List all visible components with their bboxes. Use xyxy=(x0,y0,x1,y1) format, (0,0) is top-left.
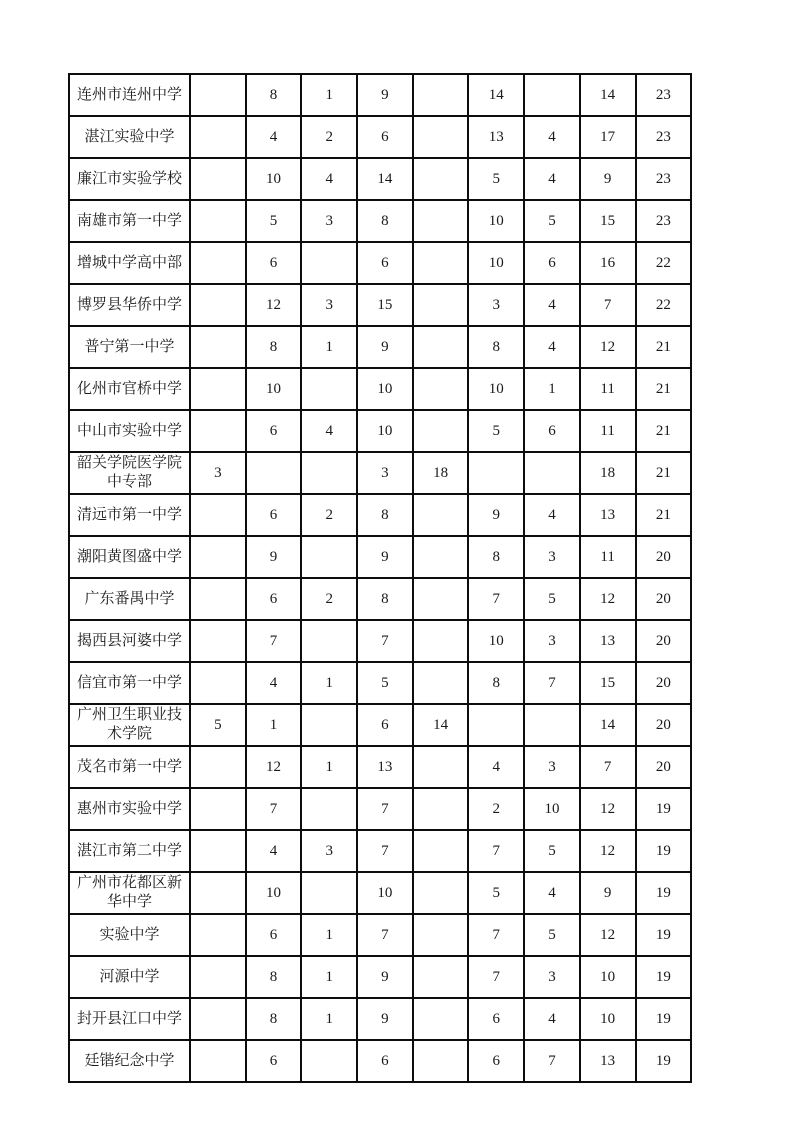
value-cell xyxy=(190,830,246,872)
value-cell: 9 xyxy=(357,74,413,116)
school-name-cell: 广东番禺中学 xyxy=(69,578,190,620)
value-cell: 19 xyxy=(636,788,692,830)
value-cell: 6 xyxy=(468,1040,524,1082)
school-name-cell: 潮阳黄图盛中学 xyxy=(69,536,190,578)
table-row xyxy=(69,956,691,998)
value-cell xyxy=(190,410,246,452)
value-cell: 5 xyxy=(468,158,524,200)
value-cell: 1 xyxy=(301,746,357,788)
value-cell: 9 xyxy=(357,536,413,578)
value-cell: 5 xyxy=(524,200,580,242)
value-cell xyxy=(413,200,469,242)
value-cell: 23 xyxy=(636,74,692,116)
value-cell: 9 xyxy=(580,158,636,200)
value-cell: 14 xyxy=(413,704,469,746)
value-cell: 13 xyxy=(580,1040,636,1082)
value-cell: 13 xyxy=(580,620,636,662)
value-cell: 4 xyxy=(246,116,302,158)
value-cell: 13 xyxy=(357,746,413,788)
value-cell xyxy=(190,620,246,662)
value-cell: 21 xyxy=(636,326,692,368)
value-cell: 15 xyxy=(580,662,636,704)
value-cell xyxy=(190,368,246,410)
value-cell xyxy=(413,578,469,620)
value-cell: 10 xyxy=(246,158,302,200)
value-cell: 8 xyxy=(246,998,302,1040)
value-cell: 12 xyxy=(580,326,636,368)
value-cell: 9 xyxy=(468,494,524,536)
value-cell: 8 xyxy=(357,200,413,242)
school-name-cell: 揭西县河婆中学 xyxy=(69,620,190,662)
value-cell: 7 xyxy=(357,788,413,830)
value-cell: 20 xyxy=(636,578,692,620)
value-cell: 2 xyxy=(301,578,357,620)
value-cell: 10 xyxy=(468,200,524,242)
school-name-cell: 南雄市第一中学 xyxy=(69,200,190,242)
value-cell xyxy=(413,830,469,872)
value-cell: 5 xyxy=(524,578,580,620)
value-cell xyxy=(413,494,469,536)
value-cell: 23 xyxy=(636,158,692,200)
value-cell: 20 xyxy=(636,620,692,662)
value-cell: 19 xyxy=(636,914,692,956)
value-cell: 20 xyxy=(636,536,692,578)
value-cell: 6 xyxy=(246,914,302,956)
value-cell: 3 xyxy=(468,284,524,326)
value-cell: 7 xyxy=(246,620,302,662)
table-row xyxy=(69,116,691,158)
value-cell: 10 xyxy=(580,998,636,1040)
value-cell: 1 xyxy=(301,326,357,368)
value-cell xyxy=(413,998,469,1040)
school-name-cell: 广州市花都区新华中学 xyxy=(69,872,190,914)
value-cell xyxy=(468,704,524,746)
value-cell: 7 xyxy=(468,956,524,998)
value-cell xyxy=(413,872,469,914)
value-cell: 4 xyxy=(524,326,580,368)
value-cell: 7 xyxy=(246,788,302,830)
table-row xyxy=(69,578,691,620)
value-cell: 4 xyxy=(246,662,302,704)
value-cell: 1 xyxy=(246,704,302,746)
value-cell: 4 xyxy=(524,284,580,326)
school-name-cell: 清远市第一中学 xyxy=(69,494,190,536)
value-cell: 6 xyxy=(246,410,302,452)
value-cell: 6 xyxy=(468,998,524,1040)
value-cell xyxy=(190,200,246,242)
value-cell: 21 xyxy=(636,452,692,494)
value-cell: 19 xyxy=(636,956,692,998)
value-cell: 1 xyxy=(301,998,357,1040)
value-cell: 7 xyxy=(468,914,524,956)
value-cell xyxy=(413,956,469,998)
value-cell: 8 xyxy=(246,326,302,368)
value-cell xyxy=(468,452,524,494)
value-cell: 5 xyxy=(524,830,580,872)
table-row xyxy=(69,284,691,326)
table-row xyxy=(69,662,691,704)
school-name-cell: 信宜市第一中学 xyxy=(69,662,190,704)
value-cell: 4 xyxy=(301,158,357,200)
value-cell: 10 xyxy=(246,872,302,914)
value-cell: 16 xyxy=(580,242,636,284)
value-cell: 2 xyxy=(468,788,524,830)
school-name-cell: 茂名市第一中学 xyxy=(69,746,190,788)
value-cell: 9 xyxy=(357,326,413,368)
value-cell: 1 xyxy=(524,368,580,410)
value-cell: 20 xyxy=(636,662,692,704)
value-cell: 13 xyxy=(468,116,524,158)
school-name-cell: 惠州市实验中学 xyxy=(69,788,190,830)
value-cell xyxy=(413,326,469,368)
value-cell: 4 xyxy=(468,746,524,788)
school-name-cell: 封开县江口中学 xyxy=(69,998,190,1040)
value-cell: 3 xyxy=(524,956,580,998)
value-cell xyxy=(190,746,246,788)
table-row xyxy=(69,914,691,956)
value-cell: 21 xyxy=(636,410,692,452)
value-cell: 7 xyxy=(357,830,413,872)
value-cell xyxy=(413,158,469,200)
table-row xyxy=(69,74,691,116)
value-cell: 3 xyxy=(301,830,357,872)
school-name-cell: 韶关学院医学院中专部 xyxy=(69,452,190,494)
value-cell: 7 xyxy=(468,578,524,620)
value-cell: 10 xyxy=(468,368,524,410)
table-row xyxy=(69,620,691,662)
value-cell: 13 xyxy=(580,494,636,536)
value-cell: 7 xyxy=(580,284,636,326)
value-cell xyxy=(190,116,246,158)
value-cell: 19 xyxy=(636,830,692,872)
value-cell xyxy=(413,116,469,158)
value-cell: 11 xyxy=(580,410,636,452)
value-cell: 7 xyxy=(357,914,413,956)
value-cell: 23 xyxy=(636,200,692,242)
value-cell xyxy=(301,368,357,410)
value-cell: 22 xyxy=(636,242,692,284)
value-cell: 10 xyxy=(357,368,413,410)
value-cell: 22 xyxy=(636,284,692,326)
value-cell: 3 xyxy=(301,284,357,326)
value-cell: 12 xyxy=(580,578,636,620)
value-cell xyxy=(524,452,580,494)
value-cell xyxy=(301,452,357,494)
table-row xyxy=(69,872,691,914)
school-name-cell: 河源中学 xyxy=(69,956,190,998)
value-cell: 5 xyxy=(524,914,580,956)
value-cell xyxy=(413,1040,469,1082)
table-row xyxy=(69,158,691,200)
table-row xyxy=(69,830,691,872)
value-cell: 10 xyxy=(246,368,302,410)
value-cell: 20 xyxy=(636,704,692,746)
school-name-cell: 博罗县华侨中学 xyxy=(69,284,190,326)
table-row xyxy=(69,536,691,578)
table-row xyxy=(69,788,691,830)
value-cell: 4 xyxy=(246,830,302,872)
value-cell: 2 xyxy=(301,116,357,158)
school-stats-table xyxy=(68,73,692,1083)
value-cell: 4 xyxy=(524,116,580,158)
value-cell xyxy=(413,74,469,116)
value-cell xyxy=(413,914,469,956)
value-cell: 1 xyxy=(301,956,357,998)
value-cell: 15 xyxy=(357,284,413,326)
school-name-cell: 化州市官桥中学 xyxy=(69,368,190,410)
school-name-cell: 湛江实验中学 xyxy=(69,116,190,158)
value-cell xyxy=(413,788,469,830)
value-cell xyxy=(190,872,246,914)
value-cell: 12 xyxy=(580,914,636,956)
value-cell xyxy=(190,662,246,704)
value-cell: 12 xyxy=(246,284,302,326)
value-cell: 4 xyxy=(524,494,580,536)
value-cell: 21 xyxy=(636,368,692,410)
table-row xyxy=(69,746,691,788)
table-row xyxy=(69,704,691,746)
value-cell: 8 xyxy=(246,956,302,998)
value-cell: 3 xyxy=(190,452,246,494)
value-cell: 6 xyxy=(246,1040,302,1082)
value-cell xyxy=(190,1040,246,1082)
value-cell xyxy=(190,956,246,998)
value-cell: 6 xyxy=(524,410,580,452)
value-cell: 23 xyxy=(636,116,692,158)
table-row xyxy=(69,200,691,242)
value-cell: 20 xyxy=(636,746,692,788)
value-cell xyxy=(413,284,469,326)
school-name-cell: 中山市实验中学 xyxy=(69,410,190,452)
value-cell: 8 xyxy=(468,326,524,368)
value-cell xyxy=(301,536,357,578)
value-cell: 4 xyxy=(524,158,580,200)
value-cell: 8 xyxy=(246,74,302,116)
value-cell xyxy=(190,536,246,578)
value-cell: 6 xyxy=(357,704,413,746)
table-row xyxy=(69,998,691,1040)
value-cell: 6 xyxy=(357,242,413,284)
value-cell: 7 xyxy=(524,1040,580,1082)
table-row xyxy=(69,326,691,368)
value-cell xyxy=(190,284,246,326)
value-cell: 8 xyxy=(357,494,413,536)
value-cell: 19 xyxy=(636,1040,692,1082)
value-cell: 14 xyxy=(580,74,636,116)
table-body xyxy=(69,74,691,1082)
value-cell: 6 xyxy=(524,242,580,284)
value-cell: 1 xyxy=(301,662,357,704)
value-cell xyxy=(413,410,469,452)
value-cell xyxy=(524,74,580,116)
value-cell: 15 xyxy=(580,200,636,242)
table-row xyxy=(69,452,691,494)
value-cell: 3 xyxy=(524,536,580,578)
value-cell xyxy=(190,998,246,1040)
value-cell: 5 xyxy=(357,662,413,704)
value-cell xyxy=(190,326,246,368)
value-cell: 2 xyxy=(301,494,357,536)
value-cell xyxy=(524,704,580,746)
value-cell xyxy=(190,158,246,200)
school-name-cell: 连州市连州中学 xyxy=(69,74,190,116)
value-cell: 9 xyxy=(580,872,636,914)
value-cell: 1 xyxy=(301,74,357,116)
school-name-cell: 廉江市实验学校 xyxy=(69,158,190,200)
value-cell: 12 xyxy=(246,746,302,788)
value-cell: 14 xyxy=(580,704,636,746)
value-cell: 9 xyxy=(357,998,413,1040)
value-cell xyxy=(301,872,357,914)
value-cell: 17 xyxy=(580,116,636,158)
value-cell xyxy=(190,74,246,116)
value-cell: 7 xyxy=(357,620,413,662)
value-cell: 10 xyxy=(580,956,636,998)
value-cell: 5 xyxy=(468,410,524,452)
value-cell xyxy=(190,578,246,620)
value-cell: 21 xyxy=(636,494,692,536)
school-name-cell: 湛江市第二中学 xyxy=(69,830,190,872)
school-name-cell: 普宁第一中学 xyxy=(69,326,190,368)
value-cell: 11 xyxy=(580,368,636,410)
value-cell: 3 xyxy=(301,200,357,242)
value-cell: 9 xyxy=(357,956,413,998)
table-row xyxy=(69,410,691,452)
value-cell xyxy=(246,452,302,494)
value-cell: 12 xyxy=(580,830,636,872)
school-name-cell: 广州卫生职业技术学院 xyxy=(69,704,190,746)
value-cell: 14 xyxy=(468,74,524,116)
table-row xyxy=(69,242,691,284)
value-cell: 14 xyxy=(357,158,413,200)
value-cell: 3 xyxy=(524,746,580,788)
value-cell: 3 xyxy=(357,452,413,494)
value-cell: 6 xyxy=(246,494,302,536)
table-row xyxy=(69,1040,691,1082)
value-cell: 4 xyxy=(524,998,580,1040)
value-cell: 4 xyxy=(301,410,357,452)
value-cell: 18 xyxy=(413,452,469,494)
value-cell: 1 xyxy=(301,914,357,956)
value-cell: 19 xyxy=(636,872,692,914)
value-cell: 7 xyxy=(580,746,636,788)
value-cell xyxy=(413,242,469,284)
table-row xyxy=(69,494,691,536)
value-cell xyxy=(190,914,246,956)
value-cell: 6 xyxy=(246,242,302,284)
school-name-cell: 实验中学 xyxy=(69,914,190,956)
value-cell: 18 xyxy=(580,452,636,494)
value-cell: 7 xyxy=(524,662,580,704)
value-cell: 3 xyxy=(524,620,580,662)
value-cell: 12 xyxy=(580,788,636,830)
value-cell: 5 xyxy=(468,872,524,914)
value-cell xyxy=(301,242,357,284)
value-cell xyxy=(413,662,469,704)
value-cell xyxy=(413,536,469,578)
value-cell: 10 xyxy=(468,242,524,284)
value-cell: 5 xyxy=(246,200,302,242)
value-cell: 8 xyxy=(357,578,413,620)
value-cell: 5 xyxy=(190,704,246,746)
value-cell: 10 xyxy=(357,410,413,452)
value-cell: 6 xyxy=(357,1040,413,1082)
value-cell: 11 xyxy=(580,536,636,578)
value-cell: 10 xyxy=(524,788,580,830)
value-cell: 10 xyxy=(357,872,413,914)
school-name-cell: 增城中学高中部 xyxy=(69,242,190,284)
value-cell: 7 xyxy=(468,830,524,872)
value-cell xyxy=(190,788,246,830)
table-row xyxy=(69,368,691,410)
value-cell xyxy=(190,242,246,284)
value-cell: 8 xyxy=(468,536,524,578)
value-cell: 8 xyxy=(468,662,524,704)
value-cell xyxy=(301,704,357,746)
school-name-cell: 廷锴纪念中学 xyxy=(69,1040,190,1082)
value-cell xyxy=(413,368,469,410)
value-cell: 9 xyxy=(246,536,302,578)
value-cell: 19 xyxy=(636,998,692,1040)
value-cell: 10 xyxy=(468,620,524,662)
value-cell: 6 xyxy=(246,578,302,620)
value-cell xyxy=(301,788,357,830)
value-cell: 6 xyxy=(357,116,413,158)
value-cell xyxy=(413,620,469,662)
value-cell xyxy=(190,494,246,536)
value-cell xyxy=(413,746,469,788)
value-cell xyxy=(301,1040,357,1082)
value-cell xyxy=(301,620,357,662)
value-cell: 4 xyxy=(524,872,580,914)
